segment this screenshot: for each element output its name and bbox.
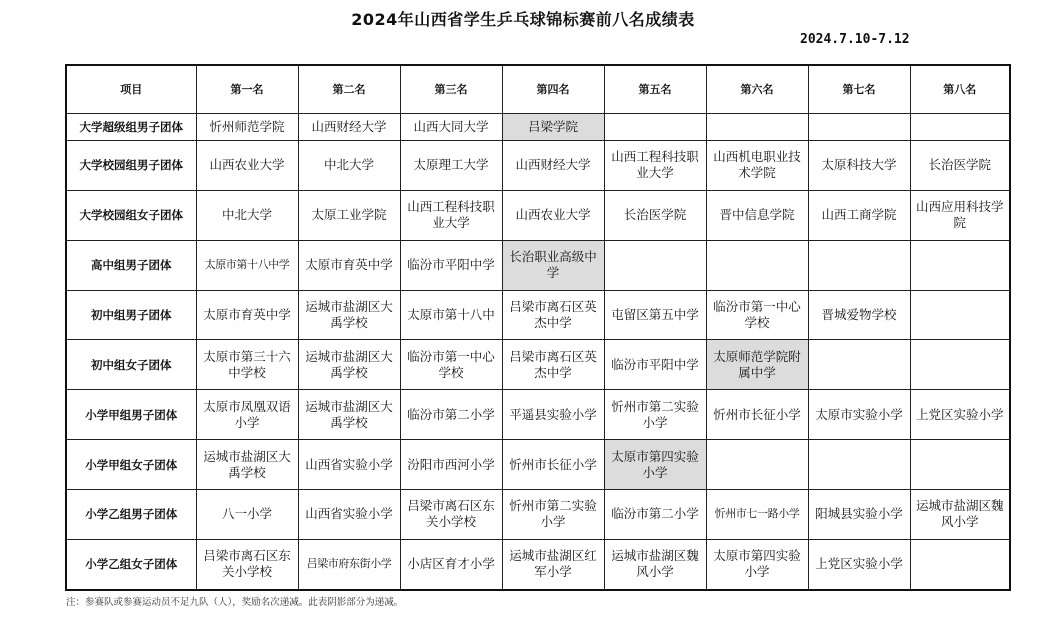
place-cell: 太原市实验小学: [808, 390, 910, 440]
place-cell: 太原市第三十六中学校: [196, 340, 298, 390]
header-second: 第二名: [298, 65, 400, 114]
place-cell: 临汾市平阳中学: [604, 340, 706, 390]
table-row: [66, 240, 1010, 290]
header-third: 第三名: [400, 65, 502, 114]
place-cell: [910, 114, 1010, 141]
place-cell: 吕梁市离石区英杰中学: [502, 340, 604, 390]
results-table: [65, 64, 1011, 591]
place-cell: 忻州师范学院: [196, 114, 298, 141]
header-eighth: 第八名: [910, 65, 1010, 114]
header-item: 项目: [66, 65, 196, 114]
place-cell: 山西工程科技职业大学: [604, 141, 706, 191]
category-cell: 大学校园组女子团体: [66, 190, 196, 240]
place-cell: 山西农业大学: [196, 141, 298, 191]
place-cell: 太原市第十八中学: [196, 240, 298, 290]
place-cell: [706, 240, 808, 290]
category-cell: 初中组女子团体: [66, 340, 196, 390]
place-cell: 太原市育英中学: [298, 240, 400, 290]
place-cell: 屯留区第五中学: [604, 290, 706, 340]
place-cell: 忻州市第二实验小学: [604, 390, 706, 440]
place-cell: 忻州市长征小学: [706, 390, 808, 440]
place-cell: 临汾市平阳中学: [400, 240, 502, 290]
place-cell: 长治医学院: [910, 141, 1010, 191]
place-cell: [808, 440, 910, 490]
place-cell: 长治医学院: [604, 190, 706, 240]
category-cell: 小学甲组男子团体: [66, 390, 196, 440]
place-cell: 运城市盐湖区魏风小学: [604, 539, 706, 590]
place-cell: [604, 114, 706, 141]
place-cell: 太原市育英中学: [196, 290, 298, 340]
page-title: 2024年山西省学生乒乓球锦标赛前八名成绩表: [351, 10, 695, 29]
place-cell: 太原市第四实验小学: [706, 539, 808, 590]
table-row: [66, 340, 1010, 390]
place-cell: [910, 440, 1010, 490]
table-row: [66, 390, 1010, 440]
place-cell: 山西省实验小学: [298, 489, 400, 539]
place-cell: [910, 539, 1010, 590]
place-cell: 山西财经大学: [298, 114, 400, 141]
place-cell: [706, 440, 808, 490]
header-first: 第一名: [196, 65, 298, 114]
category-cell: 大学超级组男子团体: [66, 114, 196, 141]
place-cell-shaded: 太原师范学院附属中学: [706, 340, 808, 390]
table-row: [66, 141, 1010, 191]
place-cell: 运城市盐湖区大禹学校: [298, 390, 400, 440]
place-cell: 山西大同大学: [400, 114, 502, 141]
place-cell: 忻州市七一路小学: [706, 489, 808, 539]
place-cell: 太原市第十八中: [400, 290, 502, 340]
place-cell: 运城市盐湖区红军小学: [502, 539, 604, 590]
place-cell: 中北大学: [298, 141, 400, 191]
place-cell: 运城市盐湖区大禹学校: [298, 290, 400, 340]
place-cell: [808, 240, 910, 290]
place-cell: 平遥县实验小学: [502, 390, 604, 440]
place-cell: 太原理工大学: [400, 141, 502, 191]
table-row: [66, 539, 1010, 590]
event-date: 2024.7.10-7.12: [800, 32, 910, 47]
place-cell: 阳城县实验小学: [808, 489, 910, 539]
place-cell: 太原工业学院: [298, 190, 400, 240]
footnote: 注：参赛队或参赛运动员不足九队（人），奖励名次递减。此表阴影部分为递减。: [66, 597, 404, 608]
place-cell: 吕梁市府东街小学: [298, 539, 400, 590]
place-cell: 临汾市第二小学: [400, 390, 502, 440]
header-fourth: 第四名: [502, 65, 604, 114]
place-cell: 山西工商学院: [808, 190, 910, 240]
category-cell: 高中组男子团体: [66, 240, 196, 290]
place-cell: 太原科技大学: [808, 141, 910, 191]
place-cell-shaded: 长治职业高级中学: [502, 240, 604, 290]
place-cell: 山西应用科技学院: [910, 190, 1010, 240]
place-cell: [808, 114, 910, 141]
table-row: [66, 190, 1010, 240]
place-cell-shaded: 吕梁学院: [502, 114, 604, 141]
place-cell: 晋中信息学院: [706, 190, 808, 240]
category-cell: 初中组男子团体: [66, 290, 196, 340]
place-cell: 运城市盐湖区魏风小学: [910, 489, 1010, 539]
place-cell: [910, 340, 1010, 390]
place-cell: 上党区实验小学: [910, 390, 1010, 440]
place-cell: 忻州市长征小学: [502, 440, 604, 490]
place-cell: 山西工程科技职业大学: [400, 190, 502, 240]
place-cell: 山西农业大学: [502, 190, 604, 240]
place-cell: 上党区实验小学: [808, 539, 910, 590]
category-cell: 小学甲组女子团体: [66, 440, 196, 490]
category-cell: 小学乙组女子团体: [66, 539, 196, 590]
place-cell: 八一小学: [196, 489, 298, 539]
place-cell: [910, 240, 1010, 290]
place-cell: 吕梁市离石区英杰中学: [502, 290, 604, 340]
place-cell: 运城市盐湖区大禹学校: [196, 440, 298, 490]
place-cell: [910, 290, 1010, 340]
place-cell: 晋城爱物学校: [808, 290, 910, 340]
table-row: [66, 440, 1010, 490]
place-cell: 运城市盐湖区大禹学校: [298, 340, 400, 390]
place-cell: 山西机电职业技术学院: [706, 141, 808, 191]
place-cell: 中北大学: [196, 190, 298, 240]
place-cell: 太原市凤凰双语小学: [196, 390, 298, 440]
table-row: [66, 114, 1010, 141]
place-cell: 临汾市第一中心学校: [706, 290, 808, 340]
category-cell: 小学乙组男子团体: [66, 489, 196, 539]
place-cell: 忻州市第二实验小学: [502, 489, 604, 539]
table-row: [66, 489, 1010, 539]
header-row: [66, 65, 1010, 114]
place-cell: [808, 340, 910, 390]
header-sixth: 第六名: [706, 65, 808, 114]
place-cell: 吕梁市离石区东关小学校: [400, 489, 502, 539]
place-cell: 山西财经大学: [502, 141, 604, 191]
place-cell: 山西省实验小学: [298, 440, 400, 490]
place-cell: 小店区育才小学: [400, 539, 502, 590]
place-cell: 汾阳市西河小学: [400, 440, 502, 490]
place-cell: 临汾市第一中心学校: [400, 340, 502, 390]
header-seventh: 第七名: [808, 65, 910, 114]
table-row: [66, 290, 1010, 340]
place-cell: 临汾市第二小学: [604, 489, 706, 539]
place-cell: [604, 240, 706, 290]
place-cell-shaded: 太原市第四实验小学: [604, 440, 706, 490]
place-cell: 吕梁市离石区东关小学校: [196, 539, 298, 590]
header-fifth: 第五名: [604, 65, 706, 114]
place-cell: [706, 114, 808, 141]
category-cell: 大学校园组男子团体: [66, 141, 196, 191]
